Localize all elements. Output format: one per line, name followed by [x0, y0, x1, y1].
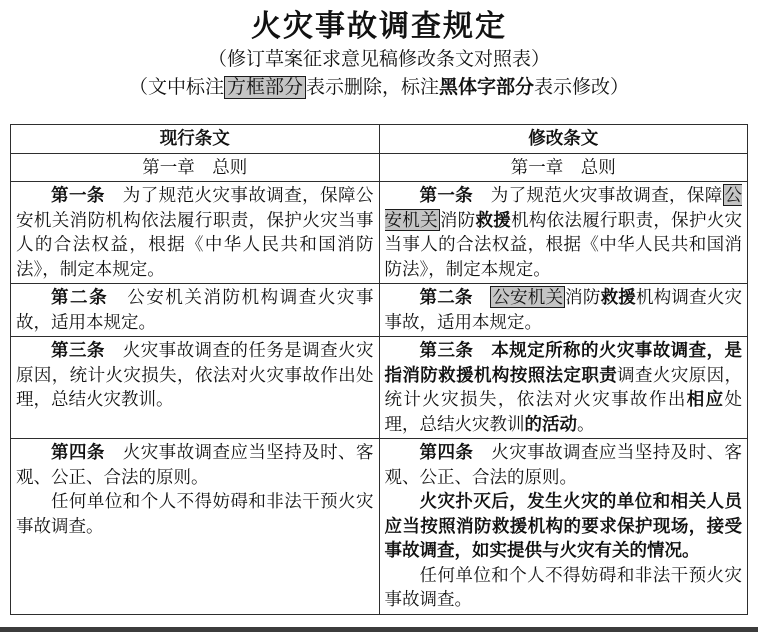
article-paragraph: [16, 183, 374, 281]
article-paragraph: [16, 440, 374, 489]
deleted-text-box: 公安机关: [492, 287, 564, 307]
article-cell-right: [379, 284, 748, 337]
legend-prefix: （文中标注: [128, 77, 224, 98]
legend-deleted-box: 方框部分: [224, 76, 306, 99]
article-paragraph: [16, 285, 374, 334]
comparison-table: [10, 124, 748, 615]
legend-mid: 表示删除，标注: [305, 77, 439, 98]
deleted-text-box: 公安机关: [384, 185, 743, 230]
text-segment: 消防: [565, 287, 601, 307]
page-title: 火灾事故调查规定: [251, 10, 507, 43]
text-segment: 机构依法履行职责，保护火灾当事人的合法权益，根据《中华人民共和国消防法》，制定本规定。: [384, 209, 743, 279]
text-segment: 火灾事故调查应当坚持及时、客观、公正、合法的原则。: [16, 442, 374, 487]
text-segment: 救援: [600, 287, 637, 307]
text-segment: 。: [577, 413, 595, 434]
article-row: [11, 284, 748, 337]
article-paragraph: [16, 338, 374, 412]
column-header-revised: 修改条文: [379, 125, 748, 154]
text-segment: 任何单位和个人不得妨碍和非法干预火灾事故调查。: [16, 491, 374, 536]
text-segment: 火灾扑灭后，发生火灾的单位和相关人员应当按照消防救援机构的要求保护现场，接受事故调查，如实提供与火灾有关的情况。: [384, 491, 742, 560]
text-segment: 第三条: [419, 340, 474, 360]
article-cell-right: [379, 182, 748, 284]
text-segment: 第三条: [51, 340, 105, 360]
text-segment: 火灾事故调查的任务是调查火灾原因，统计火灾损失，依法对火灾事故作出处理，总结火灾教训。: [16, 340, 374, 409]
article-row: [11, 337, 748, 439]
text-segment: 第二条: [51, 287, 109, 307]
text-segment: 第一条: [419, 185, 473, 205]
text-segment: 公安机关消防机构调查火灾事故，适用本规定。: [16, 287, 374, 332]
chapter-row: [11, 153, 748, 182]
legend-modified-label: 黑体字部分: [439, 77, 535, 98]
text-segment: [473, 287, 491, 307]
article-cell-left: [11, 182, 380, 284]
legend-note: [0, 74, 758, 102]
column-header-current: 现行条文: [11, 125, 380, 154]
legend-suffix: 表示修改）: [534, 77, 630, 98]
text-segment: 调查火灾原因，统计火灾损失，依法对火灾事故作出: [384, 364, 743, 409]
scan-bottom-edge: [0, 627, 758, 632]
article-paragraph: [385, 440, 743, 489]
text-segment: 本规定所称的火灾事故调查，是指消防救援机构按照法定职责: [384, 340, 743, 385]
article-paragraph: [385, 338, 743, 436]
chapter-cell-revised: 第一章 总则: [379, 153, 748, 182]
article-paragraph: [16, 489, 374, 538]
article-paragraph: [385, 183, 743, 281]
text-segment: 机构调查火灾事故，适用本规定。: [384, 287, 743, 332]
article-paragraph: [385, 489, 743, 563]
table-header-row: [11, 125, 748, 154]
text-segment: 第一条: [51, 185, 105, 205]
text-segment: 处理，总结火灾教训: [384, 389, 743, 434]
text-segment: 相应: [686, 389, 725, 409]
article-row: [11, 182, 748, 284]
text-segment: 火灾事故调查应当坚持及时、客观、公正、合法的原则。: [384, 442, 743, 487]
text-segment: 为了规范火灾事故调查，保障: [472, 185, 723, 205]
article-cell-right: [379, 439, 748, 615]
article-paragraph: [385, 563, 743, 612]
article-cell-left: [11, 439, 380, 615]
article-cell-left: [11, 337, 380, 439]
article-paragraph: [385, 285, 743, 334]
text-segment: 第四条: [419, 442, 474, 462]
article-cell-right: [379, 337, 748, 439]
text-segment: 任何单位和个人不得妨碍和非法干预火灾事故调查。: [384, 564, 742, 609]
document-subtitle: （修订草案征求意见稿修改条文对照表）: [207, 49, 550, 70]
text-segment: 的活动: [524, 413, 577, 434]
text-segment: 消防: [439, 209, 476, 230]
text-segment: 第四条: [51, 442, 105, 462]
text-segment: 救援: [475, 209, 512, 230]
chapter-cell-current: 第一章 总则: [11, 153, 380, 182]
text-segment: 为了规范火灾事故调查，保障公安机关消防机构依法履行职责，保护火灾当事人的合法权益，根据《中华人民共和国消防法》，制定本规定。: [16, 185, 374, 279]
article-row: [11, 439, 748, 615]
article-cell-left: [11, 284, 380, 337]
text-segment: 第二条: [419, 287, 473, 307]
